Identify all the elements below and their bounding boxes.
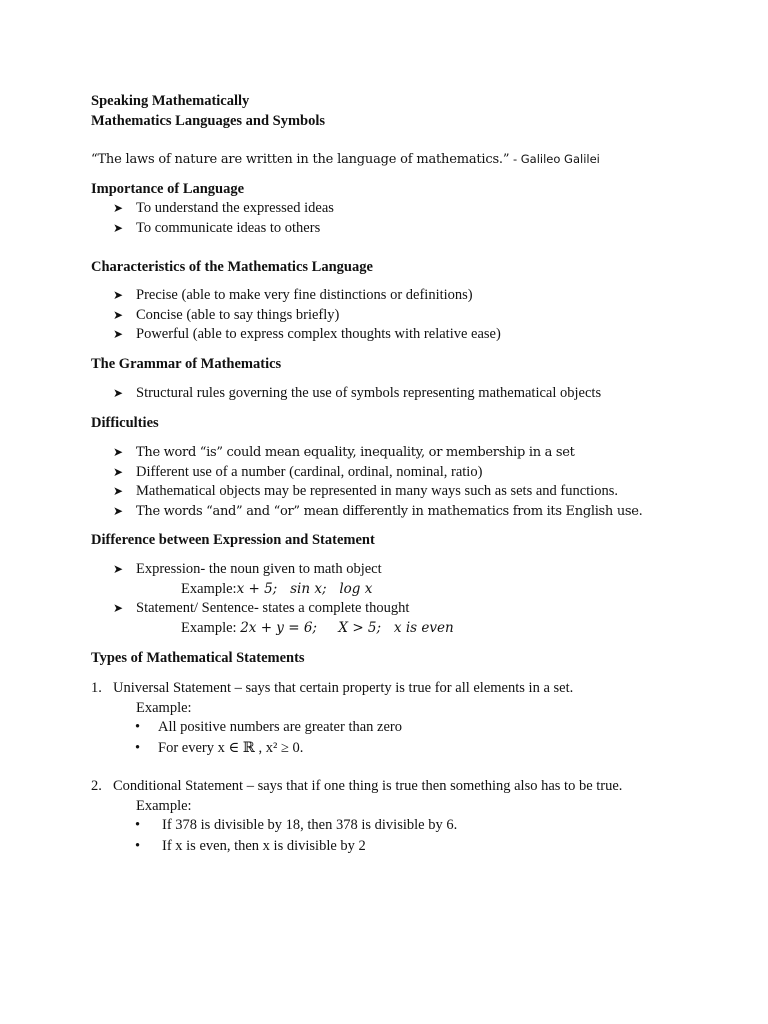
heading-importance: Importance of Language <box>91 181 245 197</box>
list-item: • If 378 is divisible by 18, then 378 is divisible by 6. <box>91 816 622 837</box>
round-bullet-icon: • <box>135 837 141 854</box>
arrowhead-bullet-icon: ➤ <box>113 601 124 615</box>
list-item: ➤ The word “is” could mean equality, inequality, or membership in a set <box>91 443 643 463</box>
round-bullet-icon: • <box>135 739 141 756</box>
grammar-list <box>91 384 601 404</box>
list-item: ➤ Concise (able to say things briefly) <box>91 306 501 326</box>
document-subtitle: Mathematics Languages and Symbols <box>91 113 326 129</box>
list-item: 1. Universal Statement – says that certain property is true for all elements in a set. <box>91 680 574 696</box>
list-item: ➤ Powerful (able to express complex thoughts with relative ease) <box>91 325 501 345</box>
type-universal <box>91 679 573 759</box>
heading-difference: Difference between Expression and Statement <box>91 532 375 548</box>
characteristics-list <box>91 286 501 345</box>
difficulties-list <box>91 443 643 521</box>
list-item: ➤ To understand the expressed ideas <box>91 199 334 219</box>
list-item: ➤ Expression- the noun given to math object <box>91 560 454 580</box>
arrowhead-bullet-icon: ➤ <box>113 445 124 459</box>
galileo-quote <box>91 150 600 170</box>
importance-list <box>91 199 334 238</box>
list-item: • All positive numbers are greater than zero <box>91 718 573 739</box>
arrowhead-bullet-icon: ➤ <box>113 220 124 235</box>
arrowhead-bullet-icon: ➤ <box>113 386 124 400</box>
heading-types: Types of Mathematical Statements <box>91 650 305 666</box>
difference-list <box>91 560 454 638</box>
example-label: Example: <box>136 699 192 716</box>
round-bullet-icon: • <box>135 817 141 833</box>
example-label: Example: <box>136 797 192 814</box>
arrowhead-bullet-icon: ➤ <box>113 562 124 576</box>
arrowhead-bullet-icon: ➤ <box>113 288 124 302</box>
heading-grammar: The Grammar of Mathematics <box>91 356 282 372</box>
arrowhead-bullet-icon: ➤ <box>113 201 124 215</box>
arrowhead-bullet-icon: ➤ <box>113 464 124 479</box>
list-item: ➤ Statement/ Sentence- states a complete thought <box>91 599 454 619</box>
type-conditional <box>91 777 622 857</box>
heading-difficulties: Difficulties <box>91 415 159 431</box>
heading-characteristics: Characteristics of the Mathematics Language <box>91 259 373 275</box>
arrowhead-bullet-icon: ➤ <box>113 307 124 322</box>
arrowhead-bullet-icon: ➤ <box>113 484 124 498</box>
expression-example: Example:x + 5; sin x; log x <box>181 580 373 597</box>
list-item: ➤ Different use of a number (cardinal, ordinal, nominal, ratio) <box>91 463 643 483</box>
document-title: Speaking Mathematically <box>91 93 250 109</box>
statement-example: Example: 2x + y = 6; X > 5; x is even <box>181 619 454 636</box>
arrowhead-bullet-icon: ➤ <box>113 327 124 341</box>
list-item: ➤ Precise (able to make very fine distinctions or definitions) <box>91 286 501 306</box>
list-item: 2. Conditional Statement – says that if one thing is true then something also has to be true. <box>91 778 623 794</box>
quote-text: “The laws of nature are written in the language of mathematics.” <box>91 152 510 167</box>
list-item: ➤ The words “and” and “or” mean differently in mathematics from its English use. <box>91 502 643 522</box>
list-item: ➤ Structural rules governing the use of symbols representing mathematical objects <box>91 384 601 404</box>
list-item: • If x is even, then x is divisible by 2 <box>91 837 622 858</box>
round-bullet-icon: • <box>135 719 141 735</box>
quote-attribution: - Galileo Galilei <box>512 152 600 166</box>
list-item: ➤ To communicate ideas to others <box>91 219 334 239</box>
list-item: ➤ Mathematical objects may be represented in many ways such as sets and functions. <box>91 482 643 502</box>
arrowhead-bullet-icon: ➤ <box>113 503 124 518</box>
list-item: • For every x ∈ ℝ , x² ≥ 0. <box>91 739 573 760</box>
